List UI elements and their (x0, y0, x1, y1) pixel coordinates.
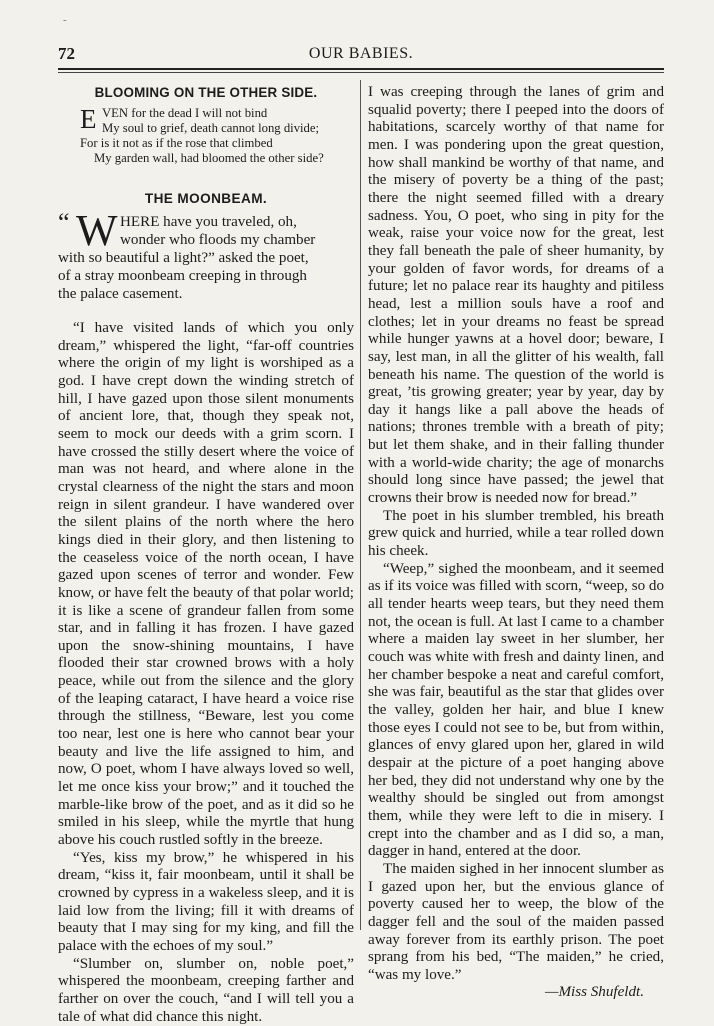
poem-title: BLOOMING ON THE OTHER SIDE. (94, 85, 318, 100)
article-paragraph: “Yes, kiss my brow,” he whispered in his dream, “kiss it, fair moonbeam, until it shall be crowned by cypress in a wakeless sleep, and it is laid low from the living; fill it with dreams of beauty that I may sing for my king, and fill the palace with the echoes of my soul.” (58, 849, 354, 954)
header-rule-thin (58, 72, 664, 73)
opening-line: the palace casement. (58, 286, 183, 302)
running-header (58, 44, 664, 66)
poem-drop-cap: E (80, 104, 97, 134)
article-paragraph: “Slumber on, slumber on, noble poet,” whispered the moonbeam, creeping farther and farther on over the couch, “and I will tell you a tale of what did chance this night. (58, 955, 354, 1025)
poem (58, 106, 354, 176)
poem-line: For is it not as if the rose that climbed (80, 136, 273, 150)
article-paragraph: “I have visited lands of which you only dream,” whispered the light, “far-off countries where the origin of my light is worshiped as a god. I have crept down the winding stretch of hill, I have gazed upon those silent monuments of ancient lore, that, though they speak not, seem to mock our deeds with a grim scorn. I have crossed the stilly desert where the voice of man was not heard, and where alone in the crystal clearness of the night the stars and moon reign in silent grandeur. I have wandered over the silent plains of the north where the hero kings died in their glory, and then listening to the ceaseless voice of the north ocean, I have gazed upon scenes of terror and wonder. Few know, or have felt the beauty of that polar world; it is like a scene of grandeur fallen from some star, and in falling it has frozen. I have gazed upon the snow-shining mountains, I have flooded their star crowned brows with a holy peace, while out from the silence and the glory of the leaping cataract, I have heard a voice rise through the stillness, “Beware, lest you come too near, lest one is here who cannot bear your beauty and live the life assigned to him, and now, O poet, whom I have always loved so well, let me once kiss your brow;” and it touched the marble-like brow of the poet, and as it did so he smiled in his sleep, while the myrtle that hung above his couch rustled softly in the breeze. (58, 320, 354, 849)
opening-line: of a stray moonbeam creeping in through (58, 268, 307, 284)
author-signature: —Miss Shufeldt. (545, 984, 644, 1001)
corner-mark: - (63, 14, 67, 26)
column-divider (360, 80, 361, 930)
right-column (368, 84, 664, 1002)
article-drop-cap: W (76, 206, 118, 255)
article-opening (58, 206, 354, 320)
running-title: OUR BABIES. (308, 45, 414, 62)
article-paragraph: The maiden sighed in her innocent slumber as I gazed upon her, but the envious glance of poverty caused her to weep, the blow of the dagger fell and the soul of the maiden passed away forever from its earthly prison. The poet sprang from his bed, “The maiden,” he cried, “was my love.” (368, 860, 664, 983)
left-column (58, 84, 354, 1026)
article-paragraph: “Weep,” sighed the moonbeam, and it seemed as if its voice was filled with scorn, “weep, so do all tender hearts weep tears, but they need them not, the ocean is full. At last I came to a chamber where a maiden lay sweet in her slumber, her couch was white with fresh and dainty linen, and her chamber bespoke a neat and careful comfort, she was fair, beautiful as the star that glides over the valley, golden her hair, and blue I knew those eyes I could not see to be, but from within, glances of envy glared upon her, glared in wild despair at the picture of a poet hanging above her bed, they did not understand why one by the wealthy should be singled out from amongst them, while they were left to die in misery. I crept into the chamber and as I did so, a man, dagger in hand, entered at the door. (368, 560, 664, 860)
header-rule (58, 68, 664, 70)
article-paragraph: I was creeping through the lanes of grim and squalid poverty; there I peeped into the doors of habitations, scarcely worthy of that name for men. I was pondering upon the great question, how shall mankind be worthy of that name, and the misery of poverty be a thing of the past; there the night seemed filled with a dreary sadness. You, O poet, who sing in pity for the weak, raise your voice now for the great, lest they fall beneath the pale of sheer humanity, by your golden of favor words, for dreams of a future; let no palace rear its haughty and pitiless head, lest a million souls have a roof and clothes; let in your dreams no feast be spread while hunger yawns at a hovel door; beware, I say, lest man, in all the glitter of his wealth, fall beneath his name. The question of the world is great, ’tis growing greater; year by year, day by day it hangs like a pall above the heads of nations; thrones tremble with a breath of pity; but let them shake, and in their falling thunder with a world-wide charity; the age of monarchs should long since have passed; the jewel that crowns their brow is needed now for bread.” (368, 84, 664, 507)
opening-line: wonder who floods my chamber (120, 232, 316, 248)
article-title: THE MOONBEAM. (144, 191, 268, 206)
opening-quote: “ (58, 208, 70, 237)
article-paragraph: The poet in his slumber trembled, his breath grew quick and hurried, while a tear rolled down his cheek. (368, 507, 664, 560)
opening-line: with so beautiful a light?” asked the poet, (58, 250, 309, 266)
page-number: 72 (58, 44, 75, 63)
poem-line: My soul to grief, death cannot long divide; (102, 121, 320, 135)
opening-line: HERE have you traveled, oh, (120, 214, 297, 230)
poem-line: VEN for the dead I will not bind (102, 106, 268, 120)
poem-line: My garden wall, had bloomed the other side? (94, 151, 324, 165)
